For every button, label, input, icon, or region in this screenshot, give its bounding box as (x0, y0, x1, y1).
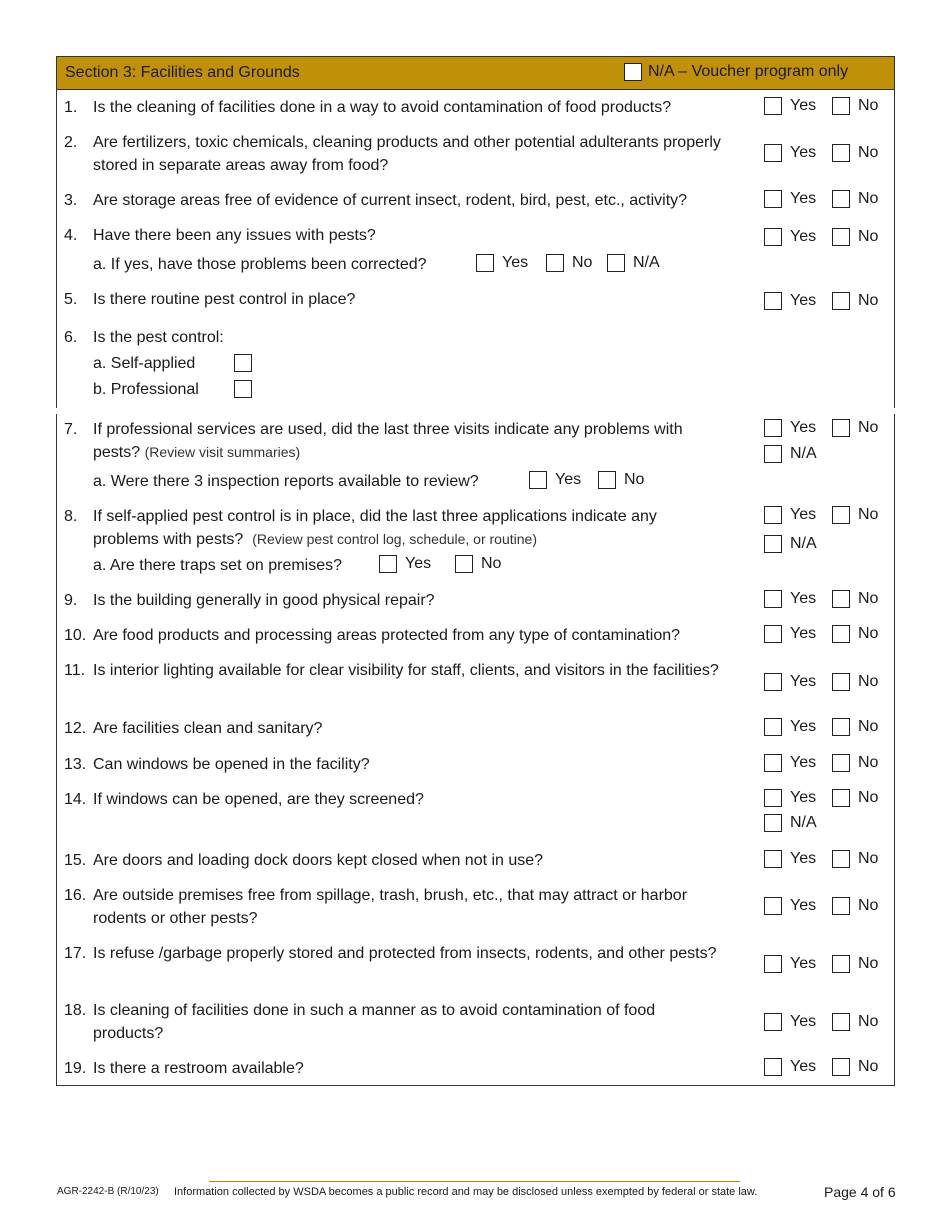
yes-label: Yes (790, 590, 817, 607)
no-label: No (858, 718, 879, 735)
q8-na-checkbox[interactable] (764, 535, 782, 553)
question-text: Are outside premises free from spillage, trash, brush, etc., that may attract or harbor rodents or other pests? (93, 887, 688, 927)
yes-label: Yes (405, 555, 432, 572)
question-number: 2. (64, 134, 78, 151)
question-number: 18. (64, 1002, 87, 1019)
q5-no-checkbox[interactable] (832, 292, 850, 310)
question-number: 9. (64, 592, 78, 609)
q16-no-option[interactable] (832, 897, 878, 915)
yes-label: Yes (790, 673, 817, 690)
q7-yes-option[interactable] (764, 419, 816, 437)
question-text-cont: pests? (93, 444, 141, 461)
yes-label: Yes (502, 254, 529, 271)
q8a-yes-checkbox[interactable] (379, 555, 397, 573)
no-label: No (858, 673, 879, 690)
no-label: No (572, 254, 593, 271)
question-text: Are storage areas free of evidence of current insect, rodent, bird, pest, etc., activity? (93, 192, 688, 209)
q16-yes-checkbox[interactable] (764, 897, 782, 915)
q16-no-checkbox[interactable] (832, 897, 850, 915)
q17-yes-checkbox[interactable] (764, 955, 782, 973)
q17-no-checkbox[interactable] (832, 955, 850, 973)
no-label: No (481, 555, 502, 572)
q6a-self-applied-checkbox[interactable] (234, 354, 252, 372)
q16-yes-option[interactable] (764, 897, 816, 915)
q4-yes-checkbox[interactable] (764, 228, 782, 246)
q5-yes-option[interactable] (764, 292, 816, 310)
question-text: Is interior lighting available for clear visibility for staff, clients, and visitors in the facilities? (93, 662, 719, 679)
question-number: 5. (64, 291, 78, 308)
voucher-na-option[interactable] (624, 63, 848, 81)
no-label: No (624, 471, 645, 488)
question-sub-text: a. Self-applied (93, 355, 196, 372)
question-text: Are food products and processing areas protected from any type of contamination? (93, 627, 681, 644)
q8a-no-option[interactable] (455, 555, 501, 573)
question-number: 7. (64, 421, 78, 438)
q13-yes-option[interactable] (764, 754, 816, 772)
question-number: 15. (64, 852, 87, 869)
na-label: N/A (790, 814, 817, 831)
q4-no-checkbox[interactable] (832, 228, 850, 246)
q1-no-option[interactable] (832, 97, 878, 115)
yes-label: Yes (790, 789, 817, 806)
q3-no-option[interactable] (832, 190, 878, 208)
no-label: No (858, 292, 879, 309)
yes-label: Yes (790, 97, 817, 114)
q14-na-option[interactable] (764, 814, 817, 832)
q3-yes-option[interactable] (764, 190, 816, 208)
q11-yes-checkbox[interactable] (764, 673, 782, 691)
voucher-na-label: N/A – Voucher program only (648, 63, 849, 80)
question-number: 10. (64, 627, 87, 644)
q3-yes-checkbox[interactable] (764, 190, 782, 208)
q15-yes-checkbox[interactable] (764, 850, 782, 868)
q2-no-option[interactable] (832, 144, 878, 162)
no-label: No (858, 228, 879, 245)
no-label: No (858, 850, 879, 867)
no-label: No (858, 754, 879, 771)
q19-no-checkbox[interactable] (832, 1058, 850, 1076)
q4-no-option[interactable] (832, 228, 878, 246)
q7a-no-checkbox[interactable] (598, 471, 616, 489)
question-text: Are doors and loading dock doors kept closed when not in use? (93, 852, 544, 869)
no-label: No (858, 897, 879, 914)
question-text: Is refuse /garbage properly stored and protected from insects, rodents, and other pests? (93, 945, 717, 962)
question-sub-text: a. Are there traps set on premises? (93, 557, 343, 574)
yes-label: Yes (790, 506, 817, 523)
q11-no-option[interactable] (832, 673, 878, 691)
question-number: 19. (64, 1060, 87, 1077)
q10-no-option[interactable] (832, 625, 878, 643)
q4a-no-option[interactable] (546, 254, 592, 272)
q13-yes-checkbox[interactable] (764, 754, 782, 772)
question-number: 8. (64, 508, 78, 525)
question-number: 13. (64, 756, 87, 773)
q7a-yes-option[interactable] (529, 471, 581, 489)
q18-yes-option[interactable] (764, 1013, 816, 1031)
question-number: 17. (64, 945, 87, 962)
q15-yes-option[interactable] (764, 850, 816, 868)
question-text: Is the cleaning of facilities done in a way to avoid contamination of food products? (93, 99, 672, 116)
no-label: No (858, 789, 879, 806)
q4a-na-option[interactable] (607, 254, 660, 272)
q14-yes-option[interactable] (764, 789, 816, 807)
q7a-yes-checkbox[interactable] (529, 471, 547, 489)
q9-yes-option[interactable] (764, 590, 816, 608)
no-label: No (858, 506, 879, 523)
yes-label: Yes (790, 955, 817, 972)
review-note: (Review visit summaries) (144, 444, 301, 460)
question-text: Are fertilizers, toxic chemicals, cleaning products and other potential adulterants properly stored in separate areas away from food? (93, 134, 721, 174)
q7a-no-option[interactable] (598, 471, 644, 489)
public-record-notice: Information collected by WSDA becomes a public record and may be disclosed unless exempted by federal or state law. (174, 1186, 758, 1198)
question-text: If windows can be opened, are they screened? (93, 791, 424, 808)
question-text: Is there a restroom available? (93, 1060, 304, 1077)
q14-yes-checkbox[interactable] (764, 789, 782, 807)
section-header (56, 56, 895, 90)
q8-yes-option[interactable] (764, 506, 816, 524)
no-label: No (858, 190, 879, 207)
border-gap (893, 408, 897, 414)
q12-yes-option[interactable] (764, 718, 816, 736)
q2-no-checkbox[interactable] (832, 144, 850, 162)
yes-label: Yes (790, 1013, 817, 1030)
yes-label: Yes (790, 228, 817, 245)
q14-no-checkbox[interactable] (832, 789, 850, 807)
q8-no-checkbox[interactable] (832, 506, 850, 524)
question-sub-text: b. Professional (93, 381, 199, 398)
q15-no-checkbox[interactable] (832, 850, 850, 868)
yes-label: Yes (790, 625, 817, 642)
yes-label: Yes (790, 144, 817, 161)
q4a-yes-option[interactable] (476, 254, 528, 272)
yes-label: Yes (790, 754, 817, 771)
question-number: 16. (64, 887, 87, 904)
q1-no-checkbox[interactable] (832, 97, 850, 115)
q7-yes-checkbox[interactable] (764, 419, 782, 437)
q1-yes-checkbox[interactable] (764, 97, 782, 115)
q8-na-option[interactable] (764, 535, 817, 553)
q7-no-option[interactable] (832, 419, 878, 437)
q7-na-checkbox[interactable] (764, 445, 782, 463)
question-text-cont: problems with pests? (93, 531, 244, 548)
yes-label: Yes (790, 1058, 817, 1075)
yes-label: Yes (790, 419, 817, 436)
footer-divider (209, 1181, 740, 1182)
question-text: Have there been any issues with pests? (93, 227, 376, 244)
no-label: No (858, 1058, 879, 1075)
no-label: No (858, 1013, 879, 1030)
no-label: No (858, 419, 879, 436)
question-text: Is there routine pest control in place? (93, 291, 356, 308)
q12-yes-checkbox[interactable] (764, 718, 782, 736)
question-text: Is the building generally in good physical repair? (93, 592, 435, 609)
q12-no-checkbox[interactable] (832, 718, 850, 736)
q3-no-checkbox[interactable] (832, 190, 850, 208)
q13-no-checkbox[interactable] (832, 754, 850, 772)
q18-yes-checkbox[interactable] (764, 1013, 782, 1031)
q4a-na-checkbox[interactable] (607, 254, 625, 272)
page-number: Page 4 of 6 (824, 1184, 896, 1200)
no-label: No (858, 144, 879, 161)
na-label: N/A (790, 445, 817, 462)
q9-no-option[interactable] (832, 590, 878, 608)
q18-no-option[interactable] (832, 1013, 878, 1031)
no-label: No (858, 590, 879, 607)
section-title: Section 3: Facilities and Grounds (65, 64, 300, 81)
q8-no-option[interactable] (832, 506, 878, 524)
q10-no-checkbox[interactable] (832, 625, 850, 643)
q6b-professional-checkbox[interactable] (234, 380, 252, 398)
question-number: 12. (64, 720, 87, 737)
question-text: Are facilities clean and sanitary? (93, 720, 323, 737)
q19-no-option[interactable] (832, 1058, 878, 1076)
q8a-no-checkbox[interactable] (455, 555, 473, 573)
question-number: 4. (64, 227, 78, 244)
question-number: 14. (64, 791, 87, 808)
q18-no-checkbox[interactable] (832, 1013, 850, 1031)
question-text: Is cleaning of facilities done in such a manner as to avoid contamination of food products? (93, 1002, 656, 1042)
question-number: 6. (64, 329, 78, 346)
q4a-yes-checkbox[interactable] (476, 254, 494, 272)
question-number: 3. (64, 192, 78, 209)
q19-yes-option[interactable] (764, 1058, 816, 1076)
question-text-line-2 (93, 441, 300, 464)
na-label: N/A (790, 535, 817, 552)
q10-yes-checkbox[interactable] (764, 625, 782, 643)
q19-yes-checkbox[interactable] (764, 1058, 782, 1076)
question-text: If professional services are used, did the last three visits indicate any problems with (93, 421, 683, 438)
q9-no-checkbox[interactable] (832, 590, 850, 608)
q4-yes-option[interactable] (764, 228, 816, 246)
q7-no-checkbox[interactable] (832, 419, 850, 437)
q15-no-option[interactable] (832, 850, 878, 868)
question-sub-text: a. Were there 3 inspection reports available to review? (93, 473, 479, 490)
yes-label: Yes (790, 718, 817, 735)
voucher-na-checkbox[interactable] (624, 63, 642, 81)
q17-yes-option[interactable] (764, 955, 816, 973)
yes-label: Yes (790, 897, 817, 914)
yes-label: Yes (790, 190, 817, 207)
question-text-line-2 (93, 528, 537, 551)
yes-label: Yes (555, 471, 582, 488)
q5-yes-checkbox[interactable] (764, 292, 782, 310)
question-number: 11. (64, 662, 86, 679)
no-label: No (858, 625, 879, 642)
question-text: If self-applied pest control is in place, did the last three applications indicate any (93, 508, 657, 525)
question-sub-text: a. If yes, have those problems been corrected? (93, 256, 427, 273)
q9-yes-checkbox[interactable] (764, 590, 782, 608)
q2-yes-checkbox[interactable] (764, 144, 782, 162)
form-code: AGR-2242-B (R/10/23) (57, 1186, 159, 1197)
question-text: Can windows be opened in the facility? (93, 756, 370, 773)
yes-label: Yes (790, 850, 817, 867)
question-text: Is the pest control: (93, 329, 224, 346)
no-label: No (858, 97, 879, 114)
q12-no-option[interactable] (832, 718, 878, 736)
review-note: (Review pest control log, schedule, or routine) (252, 531, 537, 547)
q11-yes-option[interactable] (764, 673, 816, 691)
q4a-no-checkbox[interactable] (546, 254, 564, 272)
q8-yes-checkbox[interactable] (764, 506, 782, 524)
q11-no-checkbox[interactable] (832, 673, 850, 691)
q8a-yes-option[interactable] (379, 555, 431, 573)
q5-no-option[interactable] (832, 292, 878, 310)
q7-na-option[interactable] (764, 445, 817, 463)
q14-na-checkbox[interactable] (764, 814, 782, 832)
q1-yes-option[interactable] (764, 97, 816, 115)
na-label: N/A (633, 254, 660, 271)
q14-no-option[interactable] (832, 789, 878, 807)
question-number: 1. (64, 99, 78, 116)
q13-no-option[interactable] (832, 754, 878, 772)
border-gap (54, 408, 58, 414)
no-label: No (858, 955, 879, 972)
q17-no-option[interactable] (832, 955, 878, 973)
q10-yes-option[interactable] (764, 625, 816, 643)
yes-label: Yes (790, 292, 817, 309)
q2-yes-option[interactable] (764, 144, 816, 162)
